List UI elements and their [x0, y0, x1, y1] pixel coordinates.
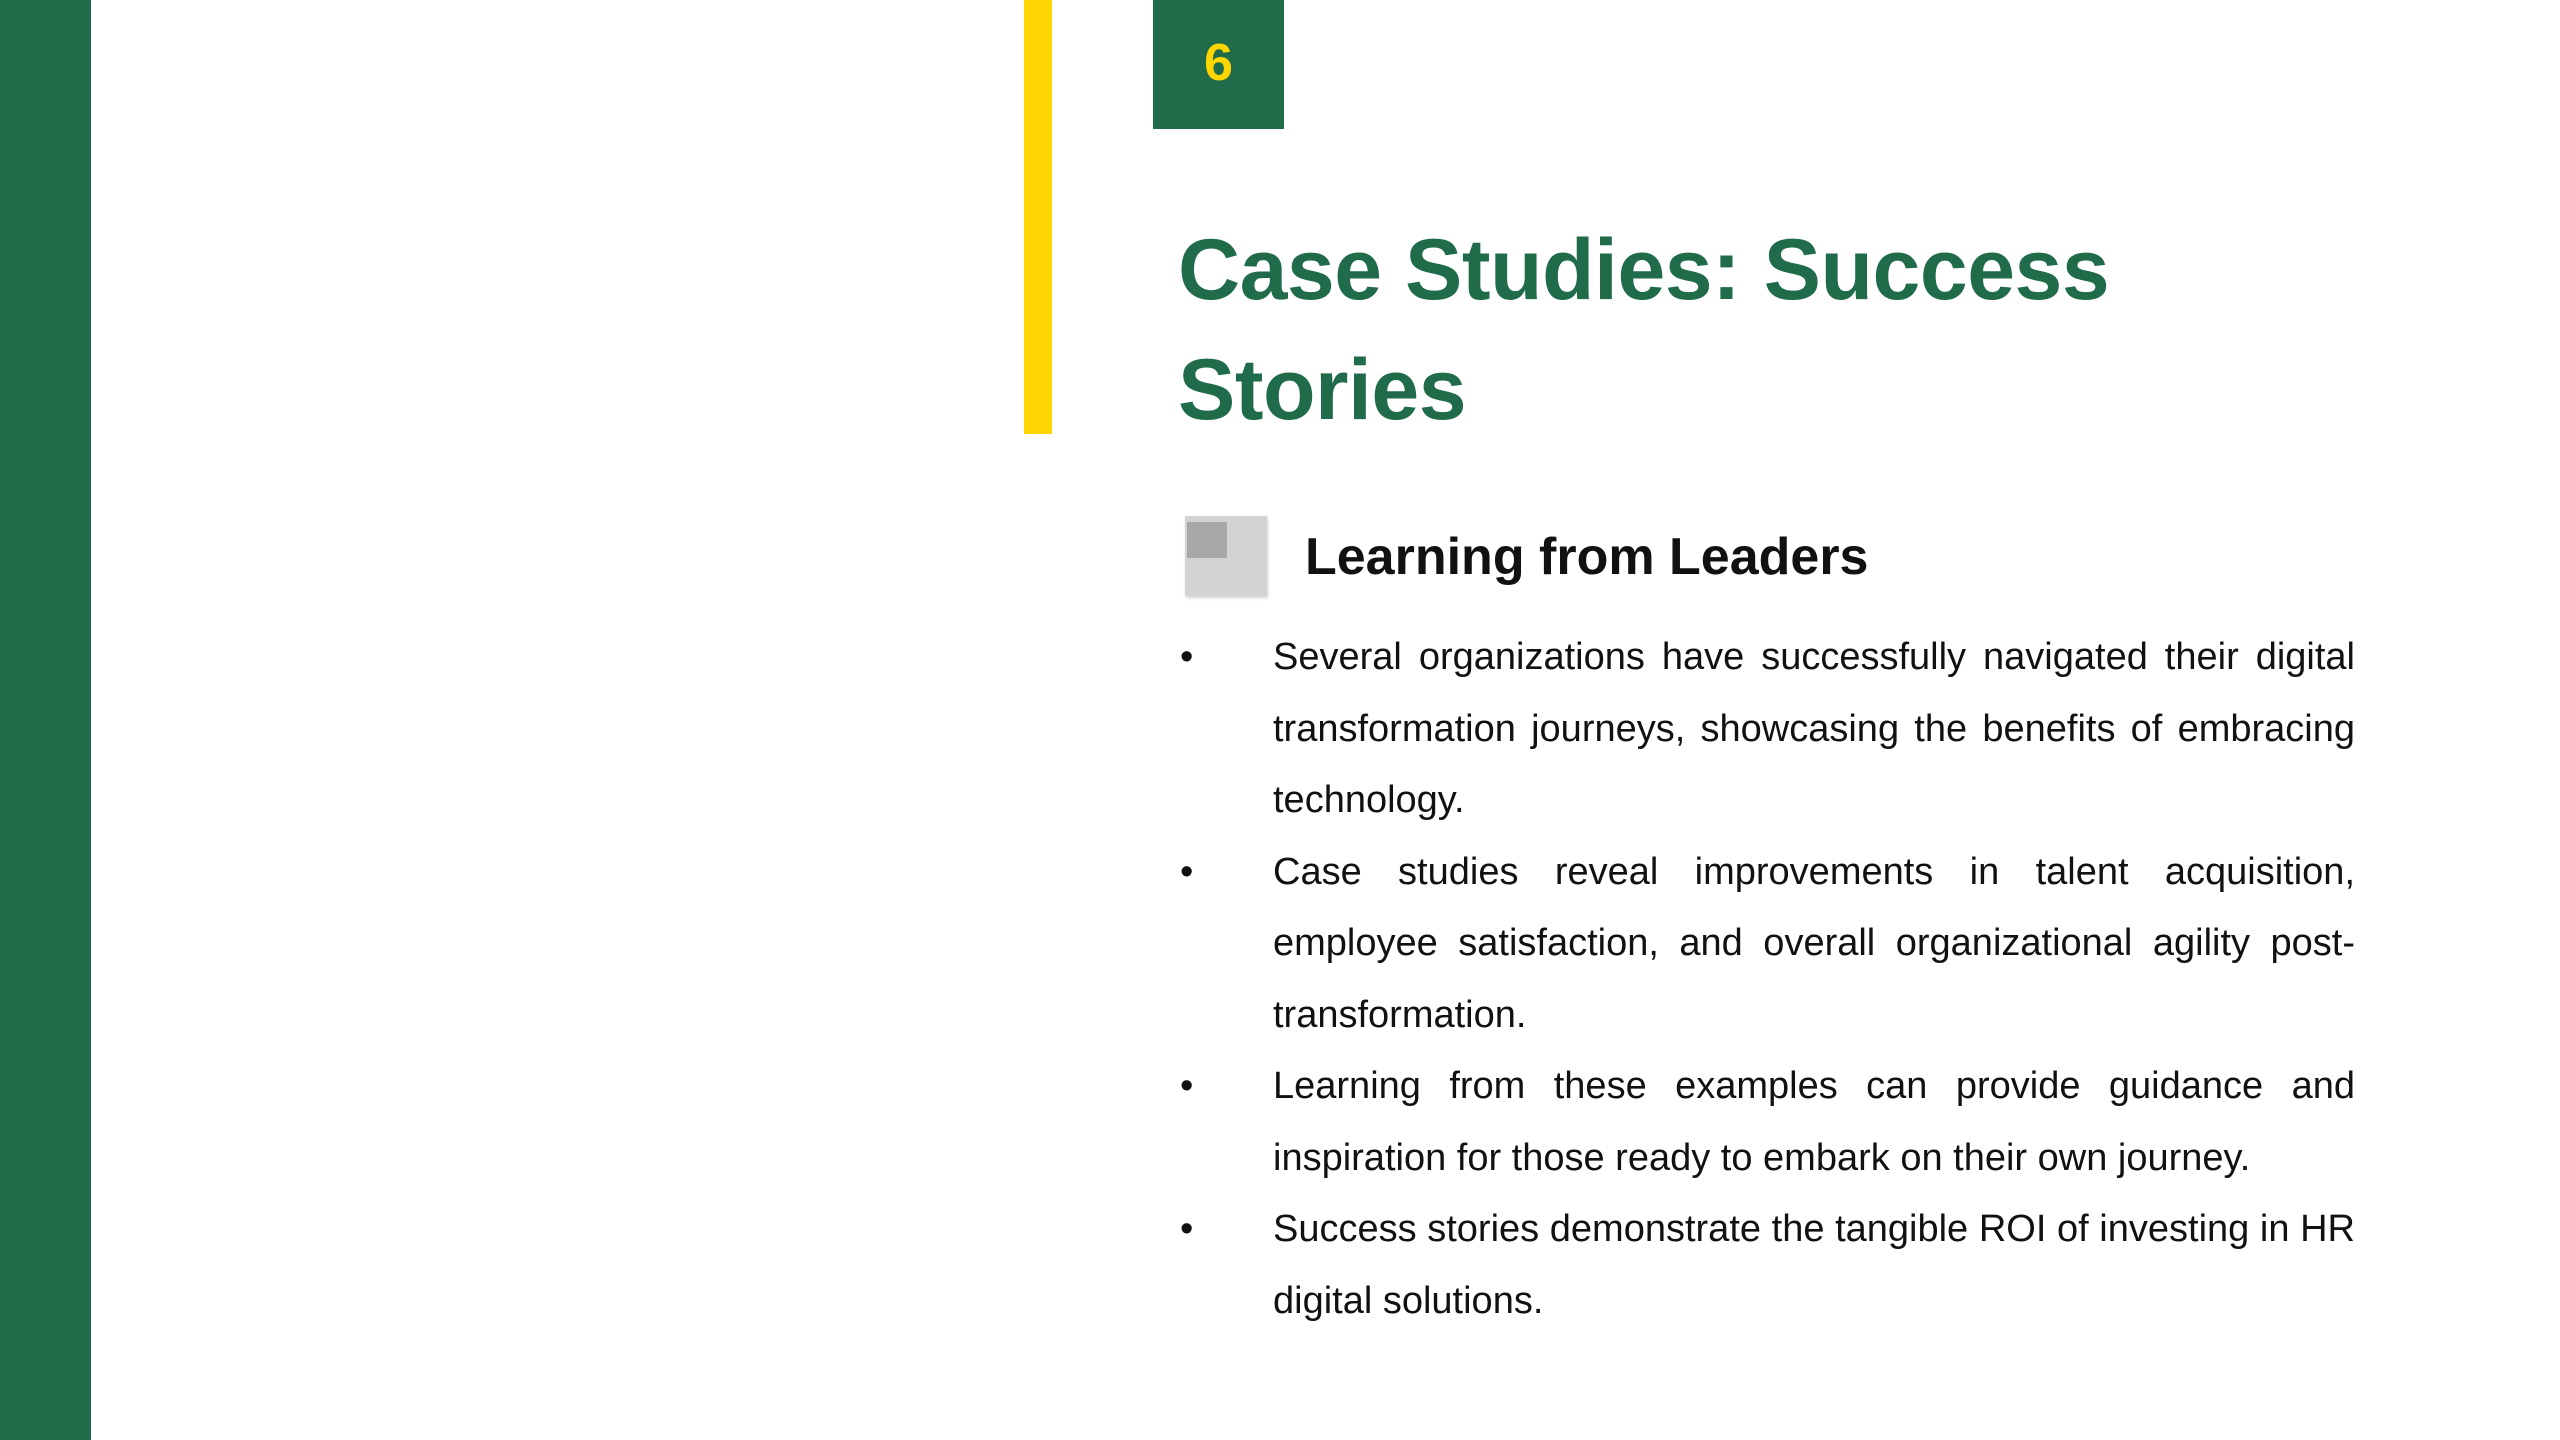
section-heading-text: Learning from Leaders: [1305, 528, 1869, 586]
page-number-badge: [1153, 0, 1284, 129]
bullet-dot: •: [1180, 636, 1194, 678]
bullet-text: Case studies reveal improvements in talent acquisition, employee satisfaction, and overall organizational agility post-transformation.: [1273, 850, 2355, 1036]
left-accent-bar: [0, 0, 91, 1440]
page-number: 6: [1204, 33, 1233, 92]
yellow-accent-bar: [1024, 0, 1052, 434]
bullet-item: [1180, 837, 2355, 1052]
section-heading: [1185, 514, 1868, 600]
bullet-list: [1180, 622, 2355, 1337]
bullet-dot: •: [1180, 1208, 1194, 1250]
bullet-dot: •: [1180, 1065, 1194, 1107]
bullet-item: [1180, 1194, 2355, 1337]
bullet-item: [1180, 1051, 2355, 1194]
bullet-dot: •: [1180, 850, 1194, 893]
bullet-text: Several organizations have successfully navigated their digital transformation journeys, showcasing the benefits of embracing technology.: [1273, 636, 2355, 821]
document-icon: [1185, 516, 1269, 598]
bullet-text: Learning from these examples can provide guidance and inspiration for those ready to embark on their own journey.: [1273, 1065, 2355, 1179]
bullet-text: Success stories demonstrate the tangible ROI of investing in HR digital solutions.: [1273, 1208, 2355, 1322]
slide-title: Case Studies: Success Stories: [1178, 222, 2110, 438]
bullet-item: [1180, 622, 2355, 837]
